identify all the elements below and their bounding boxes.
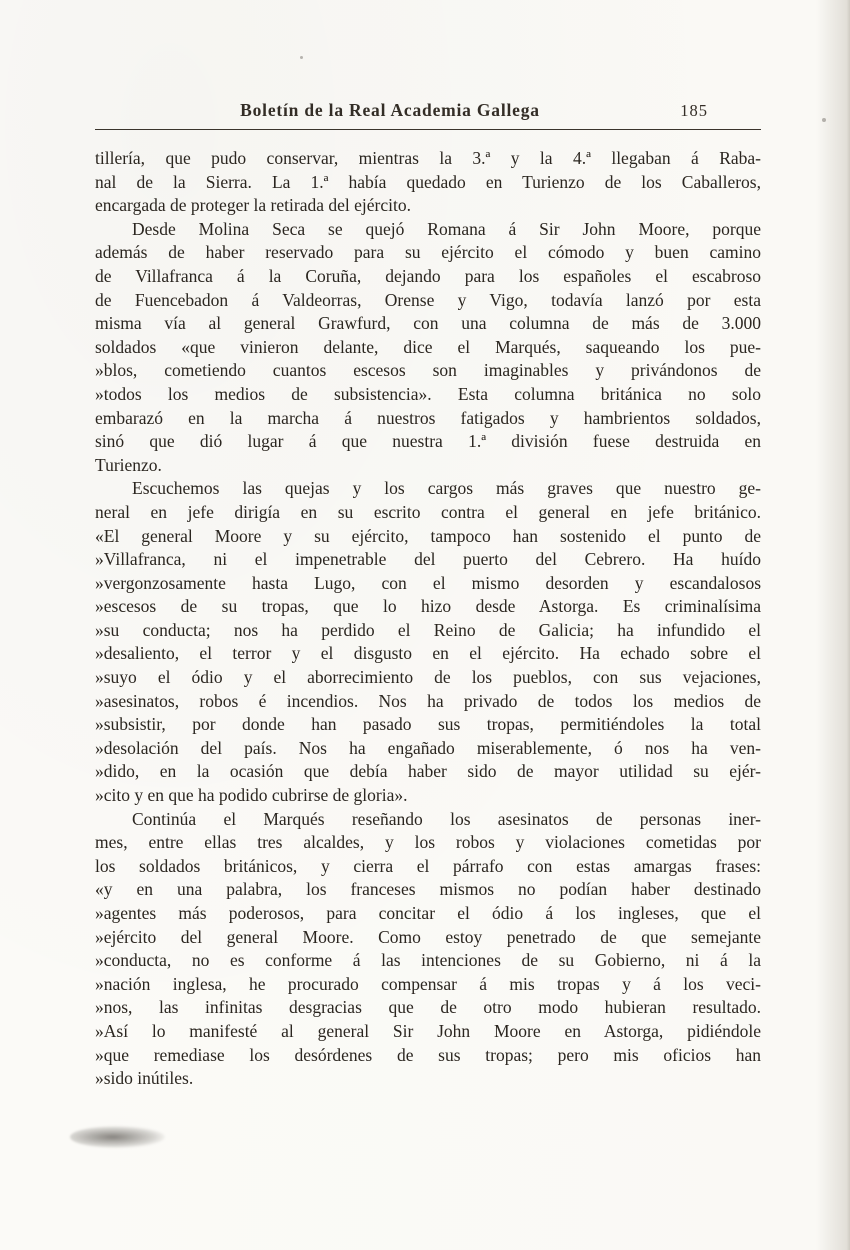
text-line: »sido inútiles.: [95, 1068, 194, 1089]
text-line: mes, entre ellas tres alcaldes, y los robos y violaciones cometidas por: [95, 832, 761, 853]
text-line: neral en jefe dirigía en su escrito contra el general en jefe británico.: [95, 501, 761, 522]
text-line: los soldados británicos, y cierra el párrafo con estas amargas frases:: [95, 855, 761, 876]
paragraph: [95, 218, 761, 478]
page-number: 185: [680, 101, 708, 120]
text-line: Escuchemos las quejas y los cargos más graves que nuestro ge-: [132, 478, 761, 499]
text-line: Continúa el Marqués reseñando los asesinatos de personas iner-: [132, 808, 761, 829]
text-line: »desaliento, el terror y el disgusto en el ejército. Ha echado sobre el: [95, 643, 761, 664]
text-line: »suyo el ódio y el aborrecimiento de los pueblos, con sus vejaciones,: [95, 667, 761, 688]
text-line: »nación inglesa, he procurado compensar á mis tropas y á los veci-: [95, 973, 761, 994]
page-body: [95, 147, 761, 1091]
paragraph: [95, 477, 761, 807]
text-line: «El general Moore y su ejército, tampoco han sostenido el punto de: [95, 525, 761, 546]
text-line: de Fuencebadon á Valdeorras, Orense y Vigo, todavía lanzó por esta: [95, 289, 761, 310]
journal-title: Boletín de la Real Academia Gallega: [240, 100, 540, 120]
text-line: »Villafranca, ni el impenetrable del puerto del Cebrero. Ha huído: [95, 549, 761, 570]
text-line: »dido, en la ocasión que debía haber sido de mayor utilidad su ejér-: [95, 761, 761, 782]
text-line: encargada de proteger la retirada del ejército.: [95, 195, 411, 216]
text-line: »escesos de su tropas, que lo hizo desde Astorga. Es criminalísima: [95, 596, 761, 617]
text-line: »ejército del general Moore. Como estoy penetrado de que semejante: [95, 926, 761, 947]
text-line: »blos, cometiendo cuantos escesos son imaginables y privándonos de: [95, 360, 761, 381]
text-line: embarazó en la marcha á nuestros fatigados y hambrientos soldados,: [95, 407, 761, 428]
header-rule: [95, 129, 761, 130]
text-line: sinó que dió lugar á que nuestra 1.ª división fuese destruida en: [95, 431, 761, 452]
scan-smudge-artifact: [70, 1126, 165, 1148]
text-line: misma vía al general Grawfurd, con una columna de más de 3.000: [95, 313, 761, 334]
text-line: »que remediase los desórdenes de sus tropas; pero mis oficios han: [95, 1044, 761, 1065]
page-header: [95, 100, 760, 126]
text-line: nal de la Sierra. La 1.ª había quedado en Turienzo de los Caballeros,: [95, 171, 761, 192]
text-line: Desde Molina Seca se quejó Romana á Sir John Moore, porque: [132, 218, 761, 239]
text-line: tillería, que pudo conservar, mientras la 3.ª y la 4.ª llegaban á Raba-: [95, 148, 761, 168]
text-line: »Así lo manifesté al general Sir John Moore en Astorga, pidiéndole: [95, 1020, 761, 1041]
text-line: «y en una palabra, los franceses mismos no podían haber destinado: [95, 879, 761, 900]
text-line: »su conducta; nos ha perdido el Reino de Galicia; ha infundido el: [95, 619, 761, 640]
scan-speck-artifact: [300, 56, 303, 59]
text-line: »asesinatos, robos é incendios. Nos ha privado de todos los medios de: [95, 690, 761, 711]
text-line: »todos los medios de subsistencia». Esta columna británica no solo: [95, 383, 761, 404]
text-line: Turienzo.: [95, 454, 162, 475]
text-line: además de haber reservado para su ejército el cómodo y buen camino: [95, 242, 761, 263]
scan-speck-artifact: [822, 118, 826, 122]
text-line: »agentes más poderosos, para concitar el ódio á los ingleses, que el: [95, 903, 761, 923]
text-line: »vergonzosamente hasta Lugo, con el mismo desorden y escandalosos: [95, 572, 761, 593]
text-line: »subsistir, por donde han pasado sus tropas, permitiéndoles la total: [95, 714, 761, 735]
text-line: soldados «que vinieron delante, dice el Marqués, saqueando los pue-: [95, 336, 761, 357]
text-line: »desolación del país. Nos ha engañado miserablemente, ó nos ha ven-: [95, 737, 761, 758]
paragraph: [95, 147, 761, 218]
text-line: »cito y en que ha podido cubrirse de gloria».: [95, 785, 408, 806]
text-line: »nos, las infinitas desgracias que de otro modo hubieran resultado.: [95, 997, 761, 1018]
text-line: de Villafranca á la Coruña, dejando para los españoles el escabroso: [95, 265, 761, 286]
paragraph: [95, 808, 761, 1091]
text-line: »conducta, no es conforme á las intenciones de su Gobierno, ni á la: [95, 950, 761, 971]
